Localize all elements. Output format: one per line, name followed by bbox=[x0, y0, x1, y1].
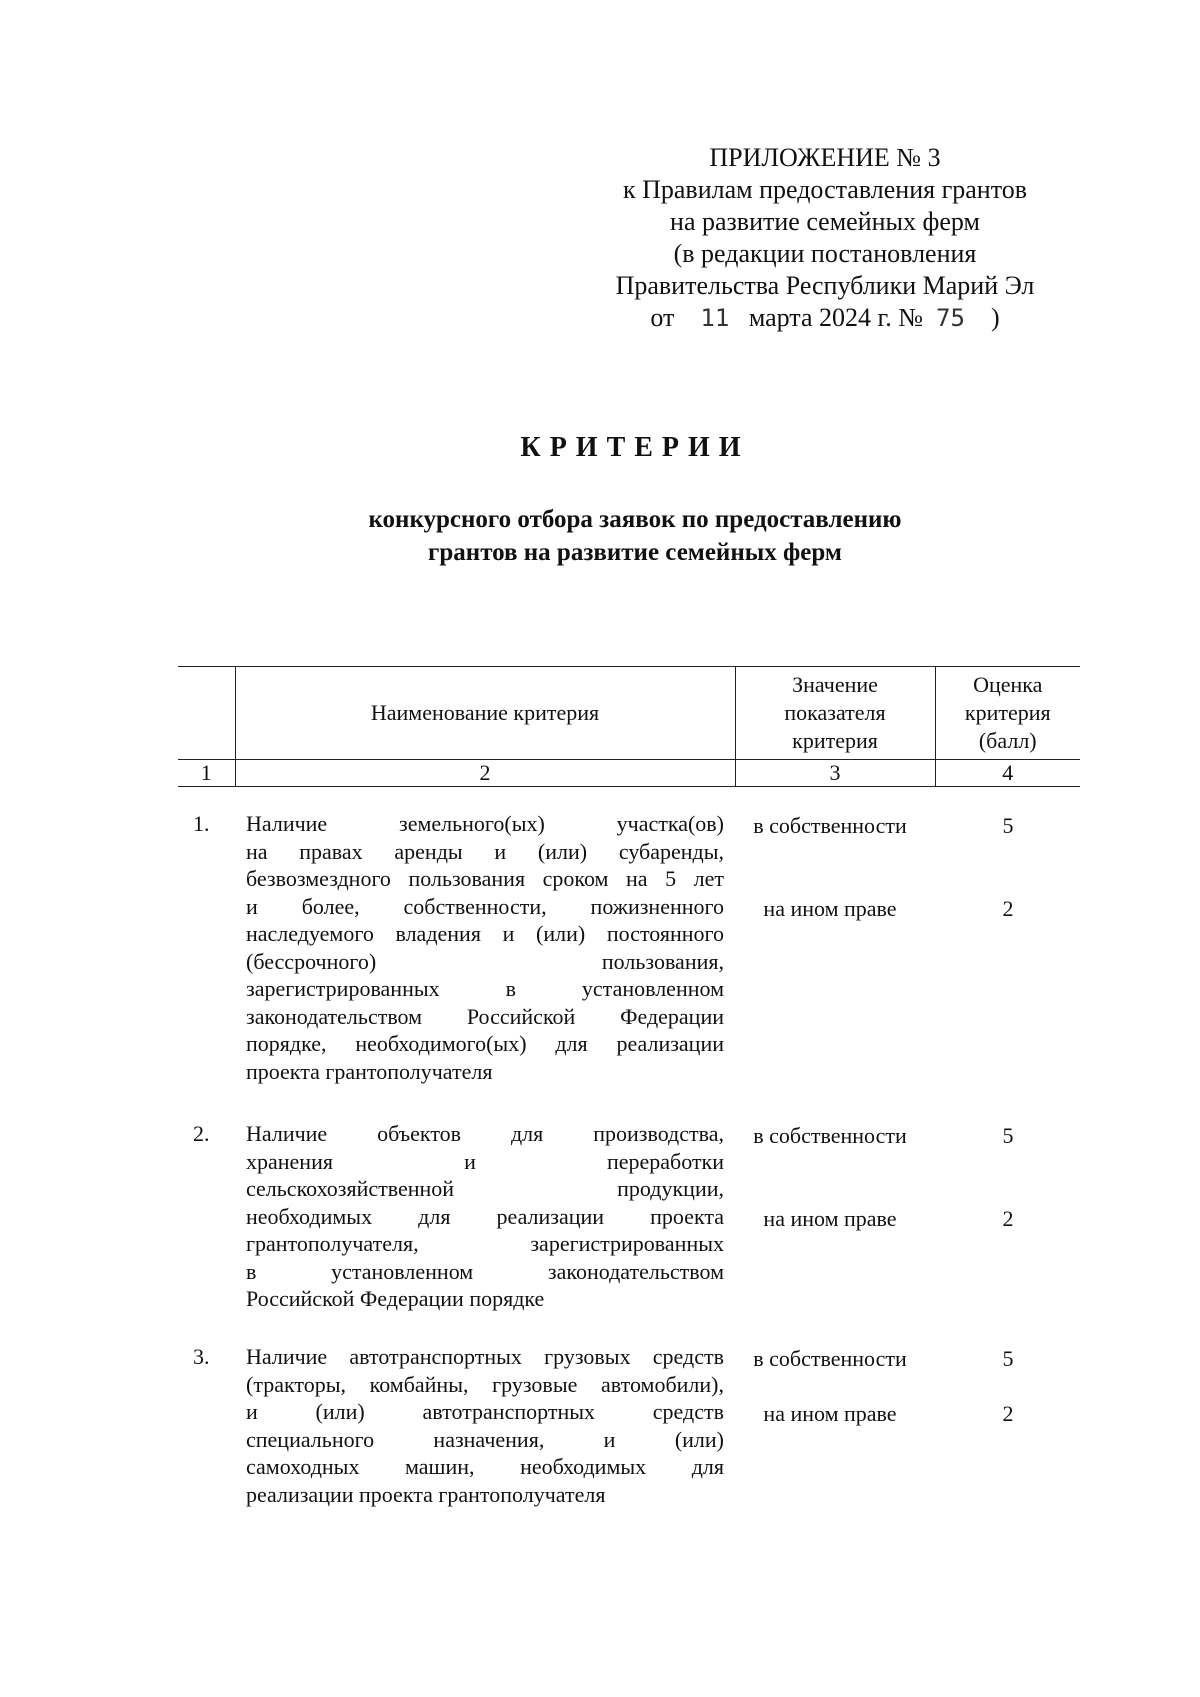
header-text: показателя bbox=[784, 700, 886, 725]
criterion-score: 5 bbox=[1002, 1123, 1014, 1148]
criterion-name-line: Наличие автотранспортных грузовых средств bbox=[246, 1344, 724, 1369]
appendix-line: (в редакции постановления bbox=[673, 239, 977, 268]
criterion-name-line: сельскохозяйственной продукции, bbox=[246, 1176, 724, 1201]
criterion-name-line: наследуемого владения и (или) постоянного bbox=[246, 921, 724, 946]
criterion-name-line: необходимых для реализации проекта bbox=[246, 1203, 724, 1229]
date-day: 11 bbox=[700, 304, 730, 332]
header-cell-num bbox=[178, 667, 235, 760]
criterion-number: 3. bbox=[193, 1344, 210, 1369]
criterion-name-line: проекта грантополучателя bbox=[246, 1058, 493, 1084]
appendix-title: ПРИЛОЖЕНИЕ № 3 bbox=[709, 143, 941, 172]
date-number: 75 bbox=[936, 304, 965, 332]
subtitle-line: конкурсного отбора заявок по предоставлению bbox=[368, 506, 902, 533]
header-cell-value bbox=[735, 667, 935, 760]
criterion-name-line: хранения и переработки bbox=[246, 1148, 724, 1174]
criterion-name-line: на правах аренды и (или) субаренды, bbox=[246, 838, 724, 864]
criterion-score: 2 bbox=[1002, 896, 1014, 921]
column-number: 4 bbox=[935, 760, 1080, 787]
criterion-name-line: в установленном законодательством bbox=[246, 1258, 724, 1284]
criterion-name-line: (бессрочного) пользования, bbox=[246, 948, 724, 974]
document-title: КРИТЕРИИ bbox=[520, 432, 750, 463]
criterion-name-line: (тракторы, комбайны, грузовые автомобили), bbox=[246, 1371, 724, 1397]
header-text: Значение bbox=[792, 672, 878, 697]
criterion-value: в собственности bbox=[753, 1346, 907, 1371]
criterion-score: 2 bbox=[1002, 1206, 1014, 1231]
criterion-name-line: грантополучателя, зарегистрированных bbox=[246, 1231, 724, 1256]
header-text: критерия bbox=[792, 728, 878, 753]
criterion-name bbox=[246, 1120, 724, 1313]
appendix-line: Правительства Республики Марий Эл bbox=[615, 271, 1035, 300]
criterion-score: 5 bbox=[1002, 1346, 1014, 1371]
header-text: Оценка bbox=[973, 672, 1043, 697]
criterion-name-line: безвозмездного пользования сроком на 5 лет bbox=[246, 866, 724, 891]
date-suffix: ) bbox=[990, 303, 1000, 332]
criterion-name-line: порядке, необходимого(ых) для реализации bbox=[246, 1031, 724, 1056]
criterion-value: на ином праве bbox=[763, 1401, 897, 1426]
criterion-name-line: специального назначения, и (или) bbox=[246, 1426, 724, 1452]
date-middle: марта 2024 г. № bbox=[748, 303, 924, 332]
criterion-score: 5 bbox=[1002, 813, 1014, 838]
subtitle-line: грантов на развитие семейных ферм bbox=[428, 539, 842, 566]
document-subtitle bbox=[200, 503, 1070, 569]
criterion-name-line: зарегистрированных в установленном bbox=[246, 976, 724, 1001]
appendix-line: на развитие семейных ферм bbox=[670, 207, 980, 236]
criterion-name-line: Российской Федерации порядке bbox=[246, 1286, 545, 1311]
criterion-name-line: и (или) автотранспортных средств bbox=[246, 1399, 724, 1424]
criterion-name-line: законодательством Российской Федерации bbox=[246, 1003, 724, 1029]
criterion-value: на ином праве bbox=[763, 896, 897, 921]
criterion-name-line: самоходных машин, необходимых для bbox=[246, 1454, 724, 1479]
header-cell-score bbox=[935, 667, 1080, 760]
criterion-name-line: Наличие объектов для производства, bbox=[246, 1121, 724, 1146]
criterion-value: в собственности bbox=[753, 1123, 907, 1148]
criterion-number: 2. bbox=[193, 1121, 210, 1146]
column-number: 2 bbox=[235, 760, 735, 787]
column-number-row bbox=[178, 760, 1080, 787]
criterion-name bbox=[246, 810, 724, 1085]
appendix-line: к Правилам предоставления грантов bbox=[622, 175, 1027, 204]
appendix-header bbox=[590, 142, 1060, 334]
criteria-table-header bbox=[178, 666, 1080, 787]
criterion-name-line: Наличие земельного(ых) участка(ов) bbox=[246, 811, 724, 836]
criterion-value: в собственности bbox=[753, 813, 907, 838]
header-cell-name: Наименование критерия bbox=[235, 667, 735, 760]
date-prefix: от bbox=[650, 303, 675, 332]
column-number: 1 bbox=[178, 760, 235, 787]
header-text: (балл) bbox=[978, 728, 1037, 753]
appendix-date-line bbox=[590, 302, 1060, 334]
header-text: критерия bbox=[964, 700, 1051, 725]
criterion-score: 2 bbox=[1002, 1401, 1014, 1426]
criterion-name-line: и более, собственности, пожизненного bbox=[246, 893, 724, 919]
criterion-number: 1. bbox=[193, 811, 210, 836]
criterion-value: на ином праве bbox=[763, 1206, 897, 1231]
column-number: 3 bbox=[735, 760, 935, 787]
criterion-name-line: реализации проекта грантополучателя bbox=[246, 1481, 606, 1507]
criterion-name bbox=[246, 1343, 724, 1508]
header-row bbox=[178, 667, 1080, 760]
